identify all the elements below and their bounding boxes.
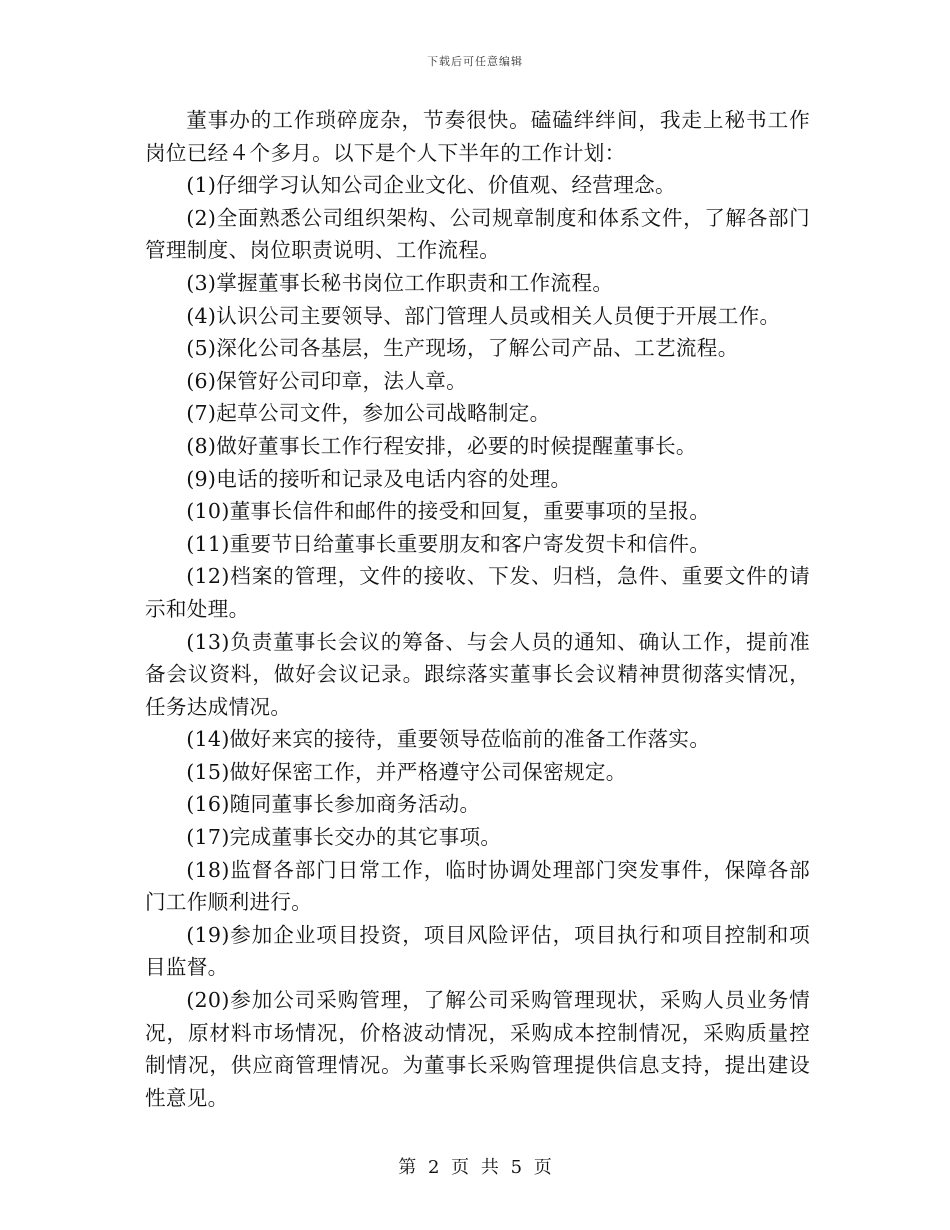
- paragraph-item-20: (20)参加公司采购管理，了解公司采购管理现状，采购人员业务情况，原材料市场情况，价格波动情况，采购成本控制情况，采购质量控制情况，供应商管理情况。为董事长采购管理提供信息支持，提出建设性意见。: [145, 988, 810, 1110]
- paragraph-item-1: (1)仔细学习认知公司企业文化、价值观、经营理念。: [186, 173, 676, 198]
- page-header: 下载后可任意编辑: [427, 55, 523, 68]
- paragraph-item-3: (3)掌握董事长秘书岗位工作职责和工作流程。: [186, 270, 614, 295]
- document-body: [145, 104, 810, 1114]
- paragraph-item-8: (8)做好董事长工作行程安排，必要的时候提醒董事长。: [186, 433, 697, 458]
- paragraph-item-4: (4)认识公司主要领导、部门管理人员或相关人员便于开展工作。: [186, 303, 781, 328]
- paragraph-item-18: (18)监督各部门日常工作，临时协调处理部门突发事件，保障各部门工作顺利进行。: [145, 857, 810, 915]
- paragraph-item-9: (9)电话的接听和记录及电话内容的处理。: [186, 466, 572, 491]
- paragraph-item-15: (15)做好保密工作，并严格遵守公司保密规定。: [186, 759, 627, 784]
- paragraph-item-10: (10)董事长信件和邮件的接受和回复，重要事项的呈报。: [186, 499, 711, 524]
- paragraph-item-14: (14)做好来宾的接待，重要领导莅临前的准备工作落实。: [186, 727, 711, 752]
- paragraph-item-13: (13)负责董事长会议的筹备、与会人员的通知、确认工作，提前准备会议资料，做好会议记录。跟综落实董事长会议精神贯彻落实情况，任务达成情况。: [145, 629, 810, 719]
- paragraph-item-17: (17)完成董事长交办的其它事项。: [186, 825, 502, 850]
- paragraph-item-5: (5)深化公司各基层，生产现场，了解公司产品、工艺流程。: [186, 336, 739, 361]
- paragraph-item-11: (11)重要节日给董事长重要朋友和客户寄发贺卡和信件。: [186, 531, 711, 556]
- paragraph-item-16: (16)随同董事长参加商务活动。: [186, 792, 481, 817]
- paragraph-item-7: (7)起草公司文件，参加公司战略制定。: [186, 401, 551, 426]
- paragraph-item-2: (2)全面熟悉公司组织架构、公司规章制度和体系文件，了解各部门管理制度、岗位职责说明、工作流程。: [145, 205, 810, 263]
- paragraph-item-19: (19)参加企业项目投资，项目风险评估，项目执行和项目控制和项目监督。: [145, 922, 810, 980]
- page-number: 第 2 页 共 5 页: [398, 1157, 552, 1178]
- paragraph-item-12: (12)档案的管理，文件的接收、下发、归档，急件、重要文件的请示和处理。: [145, 564, 810, 621]
- paragraph-intro: 董事办的工作琐碎庞杂，节奏很快。磕磕绊绊间，我走上秘书工作岗位已经４个多月。以下是个人下半年的工作计划：: [145, 108, 810, 165]
- paragraph-item-6: (6)保管好公司印章，法人章。: [186, 368, 467, 393]
